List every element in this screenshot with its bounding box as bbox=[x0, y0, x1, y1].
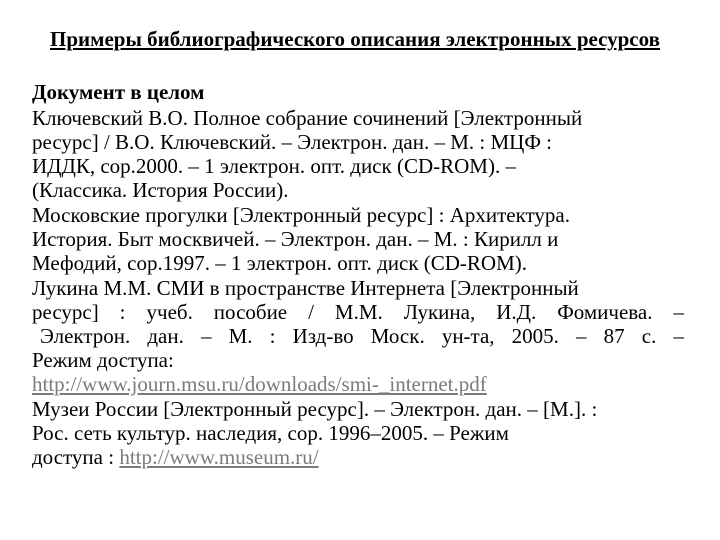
entry-line: Московские прогулки [Электронный ресурс] : Архитектура. bbox=[32, 203, 571, 227]
section-heading: Документ в целом bbox=[32, 80, 205, 104]
journ-msu-link[interactable]: http://www.journ.msu.ru/downloads/smi-_internet.pdf bbox=[32, 372, 487, 396]
entry-line: Лукина М.М. СМИ в пространстве Интернета [Электронный bbox=[32, 276, 579, 300]
entry-line: Электрон. дан. – М. : Изд-во Моск. ун-та, 2005. – 87 с. – bbox=[40, 324, 684, 348]
entry-line: ИДДК, cop.2000. – 1 электрон. опт. диск (CD-ROM). – bbox=[32, 154, 516, 178]
entry-line: (Классика. История России). bbox=[32, 178, 289, 202]
entry-line: Музеи России [Электронный ресурс]. – Электрон. дан. – [М.]. : bbox=[32, 397, 598, 421]
bibliography-entry-lukina bbox=[32, 276, 684, 396]
slide-title: Примеры библиографического описания электронных ресурсов bbox=[50, 27, 660, 51]
entry-line-tail: доступа : bbox=[32, 445, 120, 469]
entry-line: ресурс] : учеб. пособие / М.М. Лукина, И.Д. Фомичева. – bbox=[32, 300, 684, 324]
entry-line: Мефодий, cop.1997. – 1 электрон. опт. диск (CD-ROM). bbox=[32, 251, 528, 275]
bibliography-entry-kluchevsky bbox=[32, 106, 684, 202]
slide-content bbox=[32, 80, 684, 470]
entry-line: ресурс] / В.О. Ключевский. – Электрон. дан. – М. : МЦФ : bbox=[32, 130, 553, 154]
entry-line: История. Быт москвичей. – Электрон. дан. – М. : Кирилл и bbox=[32, 227, 559, 251]
museum-ru-link[interactable]: http://www.museum.ru/ bbox=[119, 445, 319, 469]
entry-line: Рос. сеть культур. наследия, cop. 1996–2005. – Режим bbox=[32, 421, 509, 445]
entry-line: Режим доступа: bbox=[32, 348, 174, 372]
bibliography-entry-moscow-walks bbox=[32, 203, 684, 275]
bibliography-entry-museums bbox=[32, 397, 684, 469]
entry-line: Ключевский В.О. Полное собрание сочинений [Электронный bbox=[32, 106, 583, 130]
